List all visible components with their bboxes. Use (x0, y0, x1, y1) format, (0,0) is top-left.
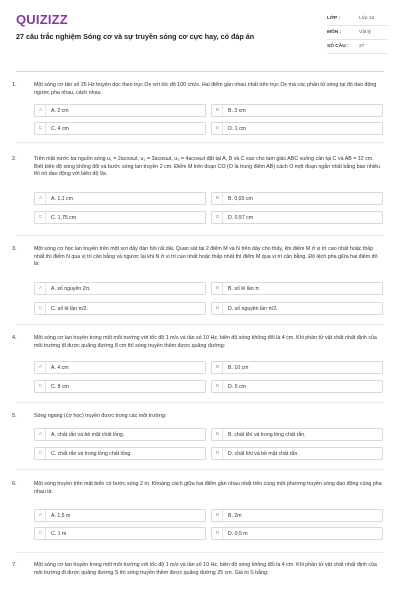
option-letter: B (213, 510, 223, 521)
question-number: 7. (12, 562, 17, 568)
option-letter: A (36, 283, 46, 294)
option-text: C. 1,75 cm (51, 214, 77, 221)
question-separator (16, 552, 384, 553)
question-separator (16, 469, 384, 470)
option-text: B. số lẻ lần π. (228, 285, 261, 292)
option-letter: B (213, 283, 223, 294)
question-text: Một sóng truyền trên mặt biển có bước sóng 2 m. Khoảng cách giữa hai điểm gần nhau nhất trên cùng một phương truyền sóng dao động cùng pha nhau là: (34, 481, 382, 495)
option-text: A. số nguyên 2π. (51, 285, 91, 292)
meta-row-class (327, 12, 387, 26)
question-text: Một sóng cơ tần số 25 Hz truyền dọc theo trục Ox với tốc độ 100 cm/s. Hai điểm gần nhau nhất trên trục Ox mà các phần tử sóng tại đó dao động ngược pha nhau, cách nhau (34, 82, 377, 96)
question-number: 3. (12, 246, 17, 252)
question-text: Trên mặt nước ba nguồn sóng u₁ = 2acosωt, u₂ = 3acosωt, u₃ = 4acosωt đặt tại A, B và C sao cho tam giác ABC vuông cân tại C và AB = 12 cm. Biết biên độ sóng không đổi và bước sóng lan truyền 2 cm. Điểm M trên đoạn CO (O là trung điểm AB) cách O một đoạn ngắn nhất bằng bao nhiêu thì nó dao động với biên độ 9a. (34, 156, 380, 178)
option-text: D. chất khí và bề mặt chất rắn. (228, 450, 299, 457)
option-text: B. 3 cm (228, 107, 246, 114)
meta-table (327, 12, 387, 54)
option-d[interactable] (211, 380, 383, 393)
option-text: D. 0,57 cm (228, 214, 254, 221)
option-a[interactable] (34, 509, 206, 522)
option-d[interactable] (211, 211, 383, 224)
question-separator (16, 402, 384, 403)
meta-label: MÔN : (327, 30, 342, 35)
option-text: D. số nguyên lần π/2. (228, 305, 278, 312)
option-letter: D (213, 303, 223, 314)
option-letter: C (36, 448, 46, 459)
option-text: B. 2m (228, 512, 242, 519)
question-number: 4. (12, 335, 17, 341)
option-a[interactable] (34, 192, 206, 205)
option-text: A. 2 cm (51, 107, 69, 114)
header-divider (16, 71, 384, 72)
option-a[interactable] (34, 361, 206, 374)
option-d[interactable] (211, 122, 383, 135)
option-b[interactable] (211, 282, 383, 295)
question-text: Một sóng cơ học lan truyền trên một sợi dây đàn hồi rất dài. Quan sát tại 2 điểm M và N trên dây cho thấy, khi điểm M ở vị trí cao nhất hoặc thấp nhất thì điểm N qua vị trí cân bằng và ngược lại khi N ở vị trí cao nhất hoặc thấp nhất thì điểm M qua vị trí cân bằng. Độ lệch pha giữa hai điểm đó là: (34, 246, 378, 268)
meta-value: Vật lý (359, 30, 371, 35)
question-number: 2. (12, 156, 17, 162)
option-letter: B (213, 193, 223, 204)
quizizz-logo: QUIZIZZ (16, 12, 68, 27)
option-a[interactable] (34, 104, 206, 117)
option-letter: D (213, 381, 223, 392)
question-separator (16, 142, 384, 143)
meta-row-subject (327, 26, 387, 40)
meta-value: 27 (359, 44, 365, 49)
option-letter: B (213, 362, 223, 373)
option-c[interactable] (34, 447, 206, 460)
option-text: A. 1,1 cm (51, 195, 73, 202)
option-b[interactable] (211, 361, 383, 374)
option-text: A. 1,5 m (51, 512, 71, 519)
option-letter: D (213, 123, 223, 134)
question-text: Sóng ngang (cơ học) truyền được trong các môi trường: (34, 413, 167, 419)
option-b[interactable] (211, 104, 383, 117)
option-b[interactable] (211, 428, 383, 441)
option-text: C. 4 cm (51, 125, 69, 132)
meta-row-count (327, 40, 387, 54)
option-text: C. chất rắn và trong lòng chất lỏng. (51, 450, 132, 457)
meta-value: Lớp 12 (359, 16, 375, 21)
option-b[interactable] (211, 192, 383, 205)
question-number: 6. (12, 481, 17, 487)
option-letter: C (36, 303, 46, 314)
option-letter: C (36, 212, 46, 223)
option-text: C. 1 m (51, 530, 67, 537)
question-text: Một sóng cơ lan truyền trong một môi trường với tốc độ 1 m/s và tần số 10 Hz, biên độ sóng không đổi là 4 cm. Khi phần tử vật chất nhất định của môi trường đi được quãng đường 8 cm thì sóng truyền thêm được quãng đường: (34, 335, 377, 349)
option-text: B. 0,93 cm (228, 195, 253, 202)
option-letter: C (36, 528, 46, 539)
option-a[interactable] (34, 428, 206, 441)
question-number: 5. (12, 413, 17, 419)
option-a[interactable] (34, 282, 206, 295)
option-letter: A (36, 193, 46, 204)
page-header (0, 0, 400, 68)
option-b[interactable] (211, 509, 383, 522)
option-d[interactable] (211, 447, 383, 460)
option-text: C. 8 cm (51, 383, 69, 390)
option-letter: A (36, 510, 46, 521)
question-separator (16, 324, 384, 325)
option-d[interactable] (211, 527, 383, 540)
option-text: A. 4 cm (51, 364, 69, 371)
option-text: D. 5 cm (228, 383, 246, 390)
question-number: 1. (12, 82, 17, 88)
meta-label: SỐ CÂU : (327, 44, 349, 49)
option-letter: C (36, 381, 46, 392)
option-c[interactable] (34, 527, 206, 540)
page-title: 27 câu trắc nghiệm Sóng cơ và sự truyền sóng cơ cực hay, có đáp án (16, 32, 255, 41)
option-letter: C (36, 123, 46, 134)
option-c[interactable] (34, 211, 206, 224)
option-text: A. chất rắn và bề mặt chất lỏng. (51, 431, 125, 438)
option-letter: D (213, 212, 223, 223)
meta-label: LỚP : (327, 16, 341, 21)
option-d[interactable] (211, 302, 383, 315)
option-letter: D (213, 528, 223, 539)
question-separator (16, 235, 384, 236)
option-letter: D (213, 448, 223, 459)
option-c[interactable] (34, 122, 206, 135)
option-text: B. 10 cm (228, 364, 249, 371)
option-letter: A (36, 429, 46, 440)
option-c[interactable] (34, 302, 206, 315)
option-letter: A (36, 105, 46, 116)
option-text: D. 1 cm (228, 125, 246, 132)
option-text: C. số lẻ lần π/2. (51, 305, 88, 312)
option-c[interactable] (34, 380, 206, 393)
option-letter: B (213, 429, 223, 440)
option-letter: A (36, 362, 46, 373)
option-text: D. 0,5 m (228, 530, 248, 537)
question-text: Một sóng cơ lan truyền trong một môi trường với tốc độ 1 m/s và tần số 10 Hz, biên độ sóng không đổi là 4 cm. Khi phần tử vật chất nhất định của môi trường đi được quãng đường S thì sóng truyền thêm được quãng đường 25 cm. Giá trị S bằng: (34, 562, 377, 576)
option-letter: B (213, 105, 223, 116)
option-text: B. chất khí và trong lòng chất rắn. (228, 431, 306, 438)
